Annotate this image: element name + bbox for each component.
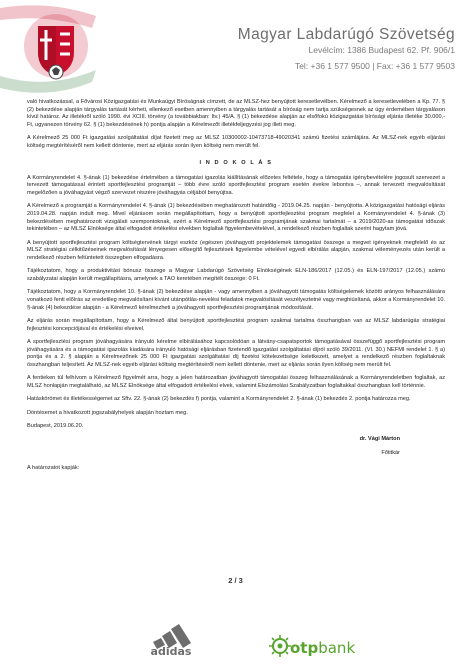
paragraph: Hatáskörömet és illetékességemet az Sftv. 22. §-ának (2) bekezdés f) pontja, valamint a Kormányrendelet 2. §-ának (1) bekezdés 2. pontja határozza meg.: [27, 396, 411, 403]
bank-wordmark: bank: [318, 639, 356, 657]
postal-address: Levélcím: 1386 Budapest 62. Pf. 906/1: [308, 45, 455, 55]
section-heading: I N D O K O L Á S: [199, 159, 273, 166]
organization-name: Magyar Labdarúgó Szövetség: [237, 26, 455, 43]
otp-bank-logo-icon: [0, 608, 471, 667]
paragraph: A Kormányrendelet 4. §-ának (1) bekezdése értelmében a támogatási igazolás kiállításának előzetes feltétele, hogy a támogatás igénybevételére jogosult szervezet a tervezett támogatással érintett sportfejlesztési programját – több évre szóló sportfejlesztési program esetén évekre lebontva –, annak tervezett megvalósítását megelőzően a jóváhagyást végző szervezet részére jóváhagyás céljából benyújtsa.: [27, 174, 445, 196]
paragraph: Tájékoztatom, hogy a produktivitási bónusz összege a Magyar Labdarúgó Szövetség Elnökségének ELN-186/2017 (12.05.) és ELN-197/2017 (12.05.) számú szabályzatai alapján került megállapításra, amelynek a TAO keretében megítélt összege: 0 Ft.: [27, 268, 445, 283]
recipients-label: A határozatot kapják:: [27, 465, 80, 472]
paragraph: való hivatkozással, a Fővárosi Közigazgatási és Munkaügyi Bíróságnak címzett, de az MLSZ-hez benyújtott keresetlevélben. Kérelmező a keresetlevelében a Kp. 77. § (2) bekezdése alapján tárgyalás tartását kérheti, ellenkező esetben amennyiben a tárgyalás tartását a bíróság nem tartja szükségesnek az ügy érdemében tárgyaláson kívül határoz. Az illetékről szóló 1990. évi XCIII. törvény (a továbbiakban: Itv.) 45/A. § (1) bekezdése alapján az elsőfokú közigazgatási bírósági eljárás illetéke 30.000,- Ft, ugyanezen törvény 62. § (1) bekezdésének h) pontja alapján a Kérelmezőt illetékfeljegyzési jog illeti meg.: [27, 99, 445, 129]
paragraph: A Kérelmező a programját a Kormányrendelet 4. §-ának (1) bekezdésében meghatározott határidőig - 2019.04.25. napján - benyújtotta. A közigazgatási hatósági eljárás 2019.04.28. napján indult meg. Mivel eljárásom során megállapítottam, hogy a benyújtott sportfejlesztési program megfelel a Kormányrendelet 4. §-ának (3) bekezdésében meghatározott vizsgálati szempontoknak, ezért a Kérelmező sportfejlesztési programjának szakmai tartalmát – a 2019/2020-as támogatási időszak tekintetében – az MLSZ Elnöksége által elfogadott értékelési elvekben foglaltak figyelembevételével, a rendelkező részben foglaltak szerint hagytam jóvá.: [27, 203, 445, 233]
signer-name: dr. Vági Márton: [359, 436, 400, 443]
mlsz-crest-logo: [0, 0, 120, 100]
otp-wordmark-bold: otp: [290, 639, 319, 657]
paragraph: Tájékoztatom, hogy a Kormányrendelet 10. §-ának (2) bekezdése alapján - vagy amennyiben a jóváhagyott támogatás költségelemek közötti arányos felhasználására vonatkozó fenti előírás az eredetileg megvalósítani kívánt utánpótlás-nevelési feladatok megvalósítását veszélyeztetné vagy meghiúsítaná, akkor a Kormányrendelet 10. §-ának (4) bekezdése alapján - a Kérelmező kérelmezheti a jóváhagyott sportfejlesztési programjának módosítását.: [27, 289, 445, 311]
signer-title: Főtitkár: [381, 449, 400, 456]
paragraph: A benyújtott sportfejlesztési program költségtervének tárgyi eszköz (egészen jóváhagyott projektelemek támogatási összege a megvet igényeknek megfelelő és az MLSZ stratégiai célkitűzéseinek megvalósítását lényegesen elősegítő fejlesztések figyelembe vételével egyedi elbírálás alapján, szakmai véleményezés után került a rendelkező részben feltüntetett összegben elfogadásra.: [27, 239, 445, 262]
phone-fax: Tel: +36 1 577 9500 | Fax: +36 1 577 9503: [294, 61, 455, 71]
letterhead: [0, 0, 471, 96]
paragraph: A Kérelmező 25 000 Ft igazgatási szolgáltatási díjat fizetett meg az MLSZ 10300002-10473718-49020341 számú fizetési számlájára. Az MLSZ-nek egyéb eljárási költség megtérítéséről nem kellett döntenie, mert az eljárás során ilyen költség nem merült fel.: [27, 135, 445, 150]
adidas-wordmark: adidas: [150, 645, 192, 658]
paragraph: A sportfejlesztési program jóváhagyására irányuló kérelme elbírálásához kapcsolódóan a látvány-csapatsportok támogatásával összefüggő sportfejlesztési program jóváhagyására és a támogatási igazolás kiadására irányuló hatósági eljárásban fizetendő igazgatási szolgáltatási díjról szóló 39/2011. (VI. 30.) NEFMI rendelet 1. § a) pontja és a 2. § alapján a Kérelmezőnek 25 000 Ft igazgatási szolgáltatási díj fizetési kötelezettsége keletkezett, amelyet a rendelkező részben foglaltaknak összhangban teljesített. Az MLSZ-nek egyéb eljárási költség megtérítéséről nem kellett döntenie, mert az eljárás során ilyen költség nem merült fel.: [27, 339, 445, 369]
page-number: 2 / 3: [228, 576, 243, 585]
sponsor-footer: [0, 608, 471, 667]
otp-bank-wordmark: [290, 639, 355, 657]
paragraph: Az eljárás során megállapítottam, hogy a Kérelmező által benyújtott sportfejlesztési program szakmai tartalma összhangban van az MLSZ labdarúgás stratégiai fejlesztési koncepciójával és értékelési elveivel.: [27, 318, 445, 332]
paragraph: Döntésemet a hivatkozott jogszabályhelyek alapján hoztam meg.: [27, 409, 188, 416]
place-date: Budapest, 2019.06.20.: [27, 423, 84, 430]
document-body: [27, 99, 445, 479]
paragraph: A fentieken túl felhívom a Kérelmező figyelmét arra, hogy a jelen határozatban jóváhagyott támogatási összeg felhasználásának a Kormányrendeletben foglaltak, az MLSZ honlapján megtalálható, az MLSZ Elnöksége által elfogadott értékelési elvek, valamint Elszámolási Szabályzatban foglaltakkal összhangban kell történnie.: [27, 375, 445, 390]
